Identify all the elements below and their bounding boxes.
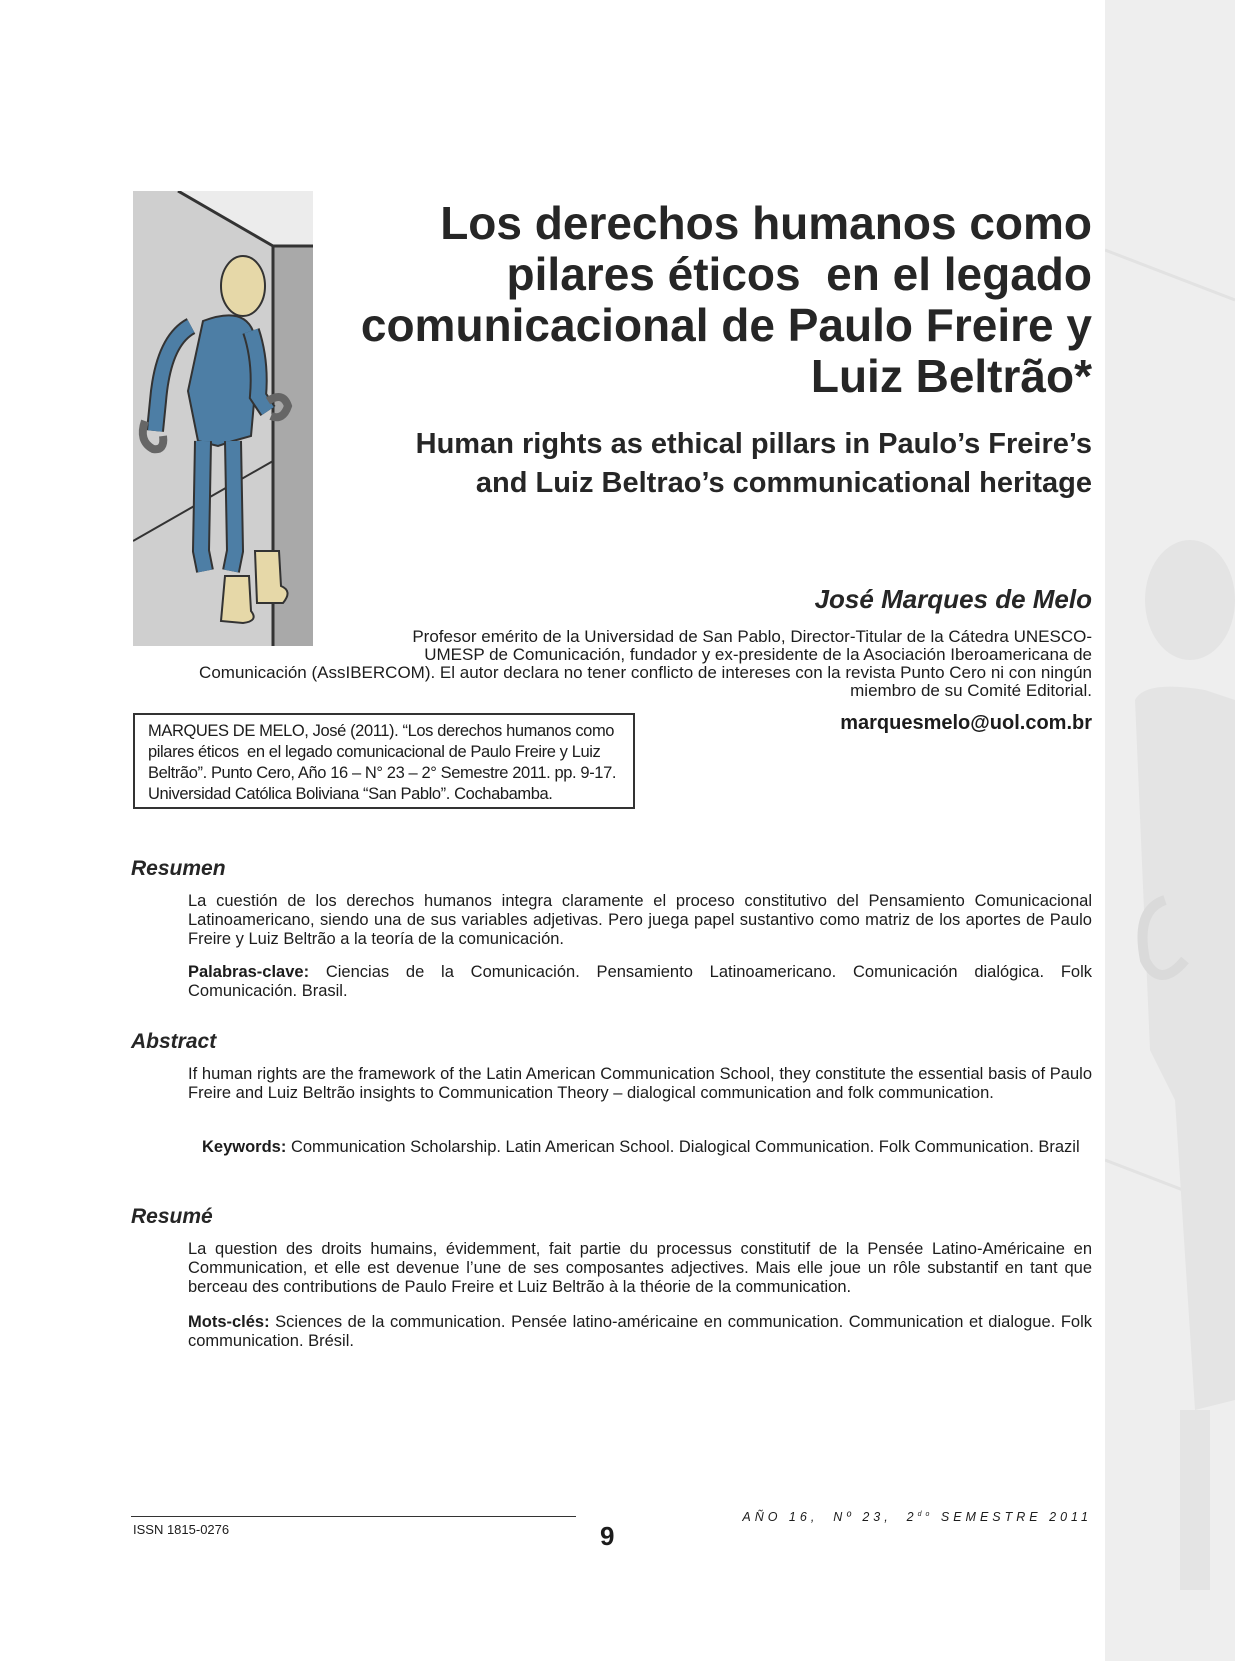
footer-rule (131, 1516, 576, 1517)
keywords-label: Palabras-clave: (188, 963, 310, 981)
section-heading-resume: Resumé (131, 1205, 213, 1228)
title-line: Los derechos humanos como (440, 197, 1092, 249)
affiliation-line: miembro de su Comité Editorial. (850, 681, 1092, 700)
citation-line: pilares éticos en el legado comunicacional de Paulo Freire y Luiz (148, 743, 601, 761)
decorative-side-band (1105, 0, 1235, 1661)
page-number: 9 (600, 1521, 615, 1551)
issue-ordinal: do (917, 1510, 934, 1518)
subtitle-line: and Luiz Beltrao’s communicational heritage (475, 467, 1092, 499)
section-heading-abstract: Abstract (131, 1030, 217, 1053)
resumen-body: La cuestión de los derechos humanos integra claramente el proceso constitutivo del Pensamiento Comunicacional Latinoamericano, siendo una de sus variables adjetivas. Pero juega papel sustantivo como matriz de los aportes de Paulo Freire y Luiz Beltrão a la teoría de la comunicación. (188, 892, 1092, 948)
subtitle-line: Human rights as ethical pillars in Paulo’s Freire’s (415, 428, 1092, 460)
citation-box (133, 713, 635, 809)
abstract-body: If human rights are the framework of the Latin American Communication School, they constitute the essential basis of Paulo Freire and Luiz Beltrão insights to Communication Theory – dialogical communication and folk communication. (188, 1065, 1092, 1102)
citation-line: MARQUES DE MELO, José (2011). “Los derechos humanos como (148, 722, 615, 740)
affiliation-line: UMESP de Comunicación, fundador y ex-presidente de la Asociación Iberoamericana de (424, 645, 1092, 664)
affiliation-line: Comunicación (AssIBERCOM). El autor declara no tener conflicto de intereses con la revista Punto Cero ni con ningún (199, 663, 1092, 682)
title-line: pilares éticos en el legado (506, 248, 1092, 300)
article-title (300, 198, 1092, 402)
faded-figure-illustration (1105, 0, 1235, 1661)
resumen-keywords (188, 963, 1092, 1001)
title-line: comunicacional de Paulo Freire y (360, 299, 1092, 351)
keywords-label: Keywords: (202, 1138, 287, 1156)
keywords-text: Sciences de la communication. Pensée latino-américaine en communication. Communication et dialogue. Folk communication. Brésil. (188, 1313, 1092, 1350)
section-heading-resumen: Resumen (131, 857, 226, 880)
title-line: Luiz Beltrão* (810, 350, 1092, 402)
citation-line: Beltrão”. Punto Cero, Año 16 – N° 23 – 2° Semestre 2011. pp. 9-17. (148, 764, 617, 782)
article-subtitle (300, 425, 1092, 503)
author-name: José Marques de Melo (814, 584, 1092, 614)
citation-line: Universidad Católica Boliviana “San Pablo”. Cochabamba. (148, 785, 553, 803)
affiliation-line: Profesor emérito de la Universidad de San Pablo, Director-Titular de la Cátedra UNESCO- (412, 627, 1092, 646)
author-affiliation (133, 628, 1092, 700)
keywords-label: Mots-clés: (188, 1313, 270, 1331)
author-email[interactable]: marquesmelo@uol.com.br (840, 712, 1092, 734)
keywords-text: Communication Scholarship. Latin American School. Dialogical Communication. Folk Communication. Brazil (286, 1138, 1080, 1156)
resume-body: La question des droits humains, évidemment, fait partie du processus constitutif de la Pensée Latino-Américaine en Communication, et elle est devenue l’une de ses composantes adjectives. Mais elle joue un rôle substantif en tant que berceau des contributions de Paulo Freire et Luiz Beltrão à la théorie de la communication. (188, 1240, 1092, 1296)
abstract-keywords (188, 1138, 1092, 1157)
cover-illustration (133, 191, 313, 646)
resume-keywords (188, 1313, 1092, 1351)
issue-info (700, 1510, 1092, 1524)
issn-label: ISSN 1815-0276 (133, 1522, 230, 1537)
issue-prefix: AÑO 16, Nº 23, 2 (742, 1510, 918, 1524)
issue-suffix: SEMESTRE 2011 (933, 1510, 1092, 1524)
keywords-text: Ciencias de la Comunicación. Pensamiento Latinoamericano. Comunicación dialógica. Folk Comunicación. Brasil. (188, 963, 1092, 1000)
